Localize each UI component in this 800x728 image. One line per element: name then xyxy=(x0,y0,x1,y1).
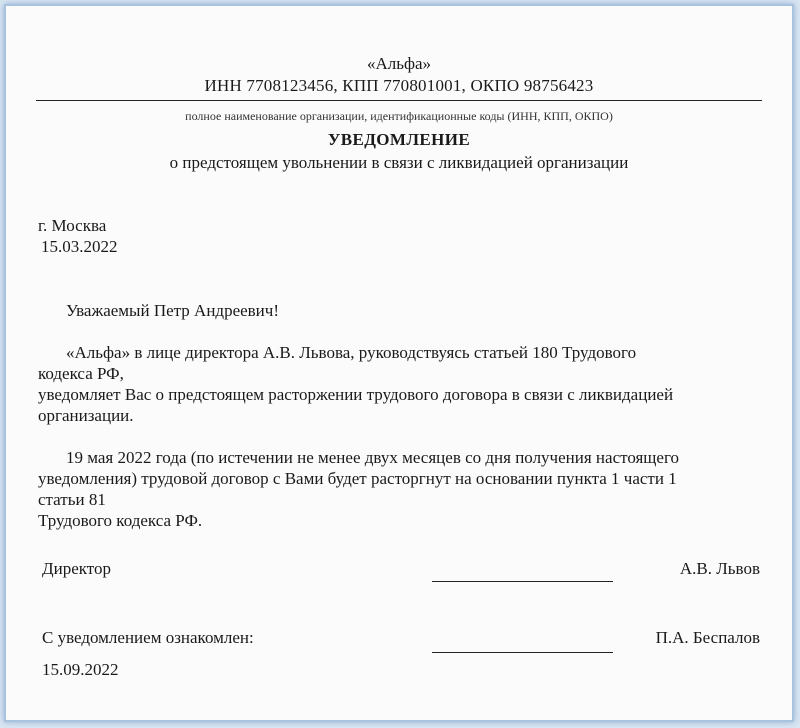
paragraph-line: уведомления) трудовой договор с Вами будет расторгнут на основании пункта 1 части 1 xyxy=(38,469,677,488)
paragraph-line: организации. xyxy=(38,406,134,425)
director-signature-line xyxy=(432,581,613,582)
paragraph-line: кодекса РФ, xyxy=(38,364,124,383)
header-rule xyxy=(36,100,762,101)
paragraph-line: 19 мая 2022 года (по истечении не менее двух месяцев со дня получения настоящего xyxy=(66,448,679,467)
organization-name: «Альфа» xyxy=(366,54,432,73)
document-subtitle: о предстоящем увольнении в связи с ликвидацией организации xyxy=(169,153,629,172)
document-title: УВЕДОМЛЕНИЕ xyxy=(327,130,471,149)
acknowledgement-date: 15.09.2022 xyxy=(42,660,119,679)
document-city: г. Москва xyxy=(38,216,107,235)
employee-name: П.А. Беспалов xyxy=(655,628,760,647)
paragraph-termination xyxy=(38,447,768,531)
paragraph-line: «Альфа» в лице директора А.В. Львова, руководствуясь статьей 180 Трудового xyxy=(66,343,637,362)
employee-signature-line xyxy=(432,652,613,653)
codes-caption: полное наименование организации, идентификационные коды (ИНН, КПП, ОКПО) xyxy=(185,109,613,123)
paragraph-line: Трудового кодекса РФ. xyxy=(38,511,203,530)
paragraph-line: статьи 81 xyxy=(38,490,106,509)
paragraph-notice xyxy=(38,342,768,426)
document-date: 15.03.2022 xyxy=(41,237,118,256)
greeting: Уважаемый Петр Андреевич! xyxy=(66,301,279,320)
acknowledgement-label: С уведомлением ознакомлен: xyxy=(42,628,254,647)
document-page xyxy=(4,4,794,722)
director-name: А.В. Львов xyxy=(679,559,760,578)
paragraph-line: уведомляет Вас о предстоящем расторжении трудового договора в связи с ликвидацией xyxy=(38,385,674,404)
director-label: Директор xyxy=(42,559,111,578)
organization-codes: ИНН 7708123456, КПП 770801001, ОКПО 98756423 xyxy=(204,76,594,95)
